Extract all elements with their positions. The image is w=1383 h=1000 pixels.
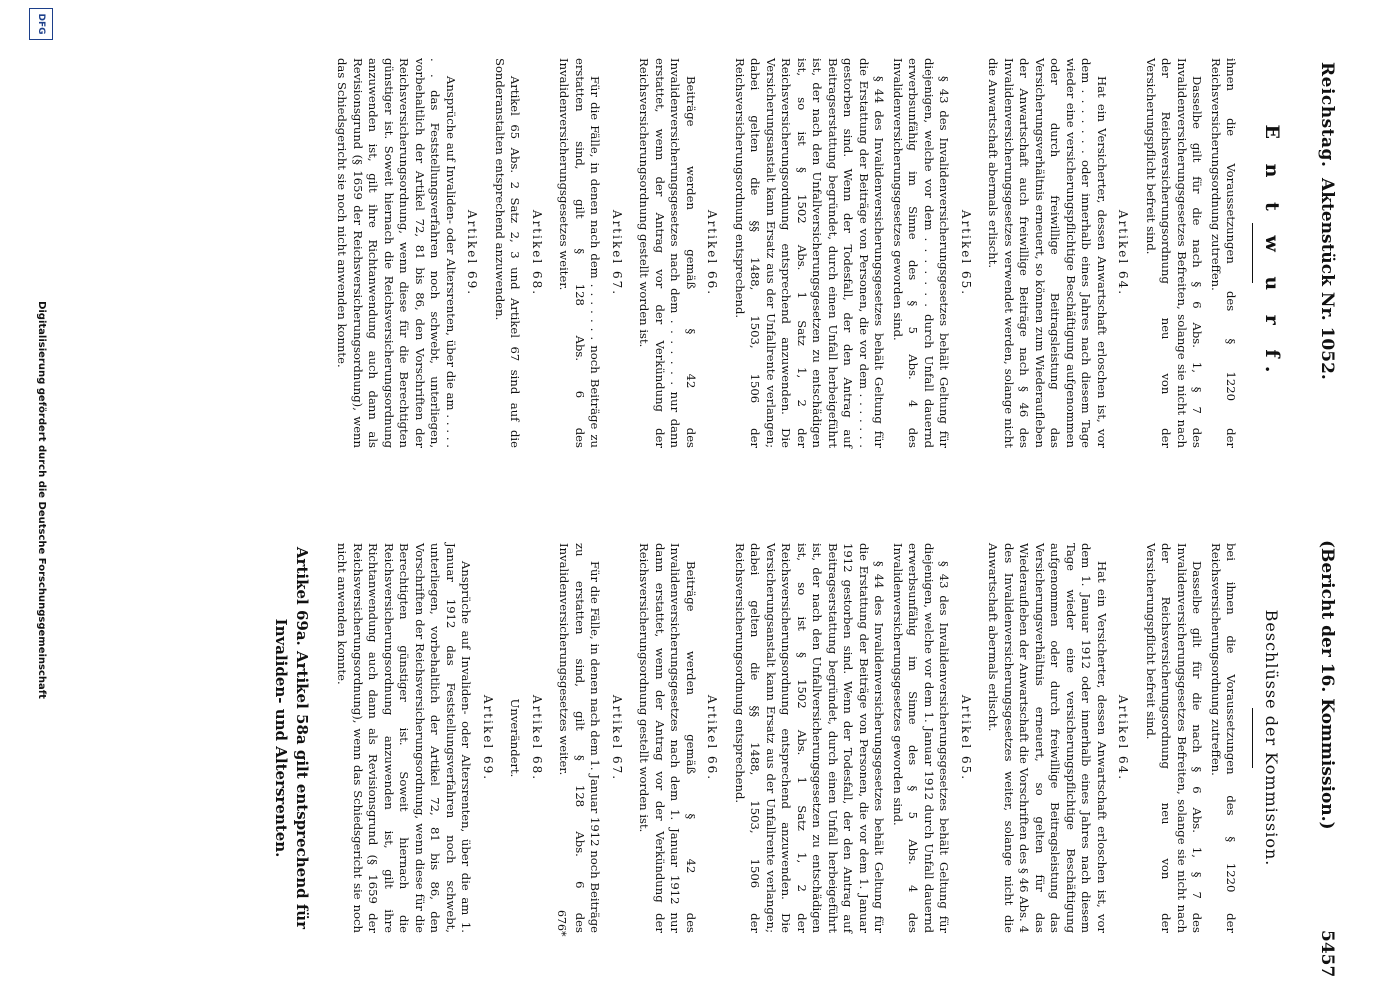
article-heading: Artikel 65.	[959, 209, 973, 297]
article-paragraph: Ansprüche auf Invaliden- oder Altersrenten, über die am . . . . . . . das Feststellungsverfahren noch schwebt, unterliegen, vorbehaltlich der Artikel 72, 81 bis 86, den Vorschriften der Reichsversicherungsordnung, wenn diese für die Berechtigten günstiger ist. Soweit hiernach die Reichsversicherungsordnung anzuwenden ist, gilt ihre Richtanwendung auch dann als Revisionsgrund (§ 1659 der Reichsversicherungsordnung), wenn das Schiedsgericht sie noch nicht anwenden konnte.	[335, 58, 458, 448]
article-heading: Artikel 68.	[530, 694, 544, 782]
article-heading: Artikel 64.	[1116, 209, 1131, 297]
article-paragraph: § 43 des Invalidenversicherungsgesetzes behält Geltung für diejenigen, welche vor dem . . . . . . . durch Unfall dauernd erwerbsunfähig im Sinne des § 5 Abs. 4 des Invalidenversicherungsgesetzes geworden sind.	[891, 58, 952, 448]
header-bericht: (Bericht der 16. Kommission.)	[1317, 540, 1337, 830]
article-paragraph: Für die Fälle, in denen nach dem 1. Januar 1912 noch Beiträge zu erstatten sind, gilt § 128 Abs. 6 des Invalidenversicherungsgesetzes weiter.	[557, 543, 603, 933]
article-heading: Artikel 69.	[481, 694, 495, 782]
article-paragraph: bei ihnen die Voraussetzungen des § 1220 der Reichsversicherungsordnung zutreffen.	[1209, 543, 1239, 933]
article-paragraph: Für die Fälle, in denen nach dem . . . . . . . noch Beiträge zu erstatten sind, gilt § 128 Abs. 6 des Invalidenversicherungsgesetzes weiter.	[557, 58, 603, 448]
page-header	[1303, 0, 1343, 1000]
sheet-mark: 676*	[555, 910, 568, 937]
article-paragraph: § 44 des Invalidenversicherungsgesetzes behält Geltung für die Erstattung der Beiträge von Personen, die vor dem . . . . . . . gestorben sind. Wenn der Todesfall, der den Antrag auf Beitragserstattung begründet, durch einen Unfall herbeigeführt ist, der nach den Unfallversicherungsgesetzen zu entschädigen ist, so ist § 1502 Abs. 1 Satz 1, 2 der Reichsversicherungsordnung entsprechend anzuwenden. Die Versicherungsanstalt kann Ersatz aus der Unfallrente verlangen; dabei gelten die §§ 1488, 1503, 1506 der Reichsversicherungsordnung entsprechend.	[733, 58, 887, 448]
article-paragraph: Beiträge werden gemäß § 42 des Invalidenversicherungsgesetzes nach dem 1. Januar 1912 nur dann erstattet, wenn der Antrag vor der Verkündung der Reichsversicherungsordnung gestellt worden ist.	[637, 543, 698, 933]
article-heading: Artikel 69.	[465, 209, 480, 297]
column-beschluesse	[270, 543, 1283, 933]
article-heading: Artikel 66.	[705, 694, 720, 782]
column-title-beschluesse: Beschlüsse der Kommission.	[1262, 609, 1281, 867]
title-rule	[1253, 223, 1254, 283]
article-heading: Artikel 66.	[705, 209, 720, 297]
article-heading: Artikel 67.	[610, 209, 624, 297]
article-heading: Artikel 64.	[1116, 694, 1131, 782]
article-paragraph: Hat ein Versicherter, dessen Anwartschaft erloschen ist, vor dem . . . . . . . oder innerhalb eines Jahres nach diesem Tage wieder eine versicherungspflichtige Beschäftigung aufgenommen oder durch freiwillige Beitragsleistung das Versicherungsverhältnis erneuert, so können zum Wiederaufleben der Anwartschaft auch freiwillige Beiträge nach § 46 des Invalidenversicherungsgesetzes verwendet werden, solange nicht die Anwartschaft abermals erlischt.	[986, 58, 1109, 448]
article-paragraph: § 44 des Invalidenversicherungsgesetzes behält Geltung für die Erstattung der Beiträge von Personen, die vor dem 1. Januar 1912 gestorben sind. Wenn der Todesfall, der den Antrag auf Beitragserstattung begründet, durch einen Unfall herbeigeführt ist, der nach den Unfallversicherungsgesetzen zu entschädigen ist, so ist § 1502 Abs. 1 Satz 1, 2 der Reichsversicherungsordnung entsprechend anzuwenden. Die Versicherungsanstalt kann Ersatz aus der Unfallrente verlangen; dabei gelten die §§ 1488, 1503, 1506 der Reichsversicherungsordnung entsprechend.	[733, 543, 887, 933]
article-paragraph: Dasselbe gilt für die nach § 6 Abs. 1, § 7 des Invalidenversicherungsgesetzes Befreiten, solange sie nicht nach der Reichsversicherungsordnung neu von der Versicherungspflicht befreit sind.	[1144, 543, 1205, 933]
title-rule	[1253, 708, 1254, 768]
article-paragraph: Artikel 65 Abs. 2 Satz 2, 3 und Artikel 67 sind auf die Sonderanstalten entsprechend anzuwenden.	[493, 58, 523, 448]
column-entwurf	[331, 58, 1283, 448]
article-heading: Artikel 65.	[959, 694, 973, 782]
header-aktenstueck: Aktenstück Nr. 1052.	[1317, 178, 1337, 380]
article-text: Unverändert.	[508, 698, 523, 778]
article-paragraph: Dasselbe gilt für die nach § 6 Abs. 1, § 7 des Invalidenversicherungsgesetzes Befreiten, solange sie nicht nach der Reichsversicherungsordnung neu von der Versicherungspflicht befreit sind.	[1144, 58, 1205, 448]
article-paragraph: Beiträge werden gemäß § 42 des Invalidenversicherungsgesetzes nach dem . . . . . . . nur dann erstattet, wenn der Antrag vor der Verkündung der Reichsversicherungsordnung gestellt worden ist.	[637, 58, 698, 448]
column-title-entwurf: E n t w u r f.	[1261, 124, 1283, 382]
header-reichstag: Reichstag.	[1317, 62, 1337, 168]
article-heading: Artikel 67.	[610, 694, 624, 782]
header-page-number: 5457	[1317, 930, 1337, 978]
article-heading: Artikel 68.	[530, 209, 544, 297]
article-paragraph: § 43 des Invalidenversicherungsgesetzes behält Geltung für diejenigen, welche vor dem 1. Januar 1912 durch Unfall dauernd erwerbsunfähig im Sinne des § 5 Abs. 4 des Invalidenversicherungsgesetzes geworden sind.	[891, 543, 952, 933]
article-paragraph: Hat ein Versicherter, dessen Anwartschaft erloschen ist, vor dem 1. Januar 1912 oder innerhalb eines Jahres nach diesem Tage wieder eine versicherungspflichtige Beschäftigung aufgenommen oder durch freiwillige Beitragsleistung das Versicherungsverhältnis erneuert, so gelten für das Wiederaufleben der Anwartschaft die Vorschriften des § 46 Abs. 4 des Invalidenversicherungsgesetzes weiter, solange nicht die Anwartschaft abermals erlischt.	[986, 543, 1109, 933]
article-paragraph: ihnen die Voraussetzungen des § 1220 der Reichsversicherungsordnung zutreffen.	[1209, 58, 1239, 448]
beschluesse-body	[270, 543, 1239, 933]
article-paragraph: Ansprüche auf Invaliden- oder Altersrenten, über die am 1. Januar 1912 das Feststellungsverfahren noch schwebt, unterliegen, vorbehaltlich der Artikel 72, 81 bis 86, den Vorschriften der Reichsversicherungsordnung, wenn diese für die Berechtigten günstiger ist. Soweit hiernach die Reichsversicherungsordnung anzuwenden ist, gilt ihre Richtanwendung auch dann als Revisionsgrund (§ 1659 der Reichsversicherungsordnung), wenn das Schiedsgericht sie noch nicht anwenden konnte.	[335, 543, 474, 933]
article-69a-text: Artikel 69a. Artikel 58a gilt entsprechend für Invaliden- und Altersrenten.	[272, 546, 311, 930]
entwurf-body	[334, 58, 1239, 448]
dfg-logo: DFG	[29, 8, 53, 40]
digitization-note: Digitalisierung gefördert durch die Deutsche Forschungsgemeinschaft	[36, 301, 47, 699]
